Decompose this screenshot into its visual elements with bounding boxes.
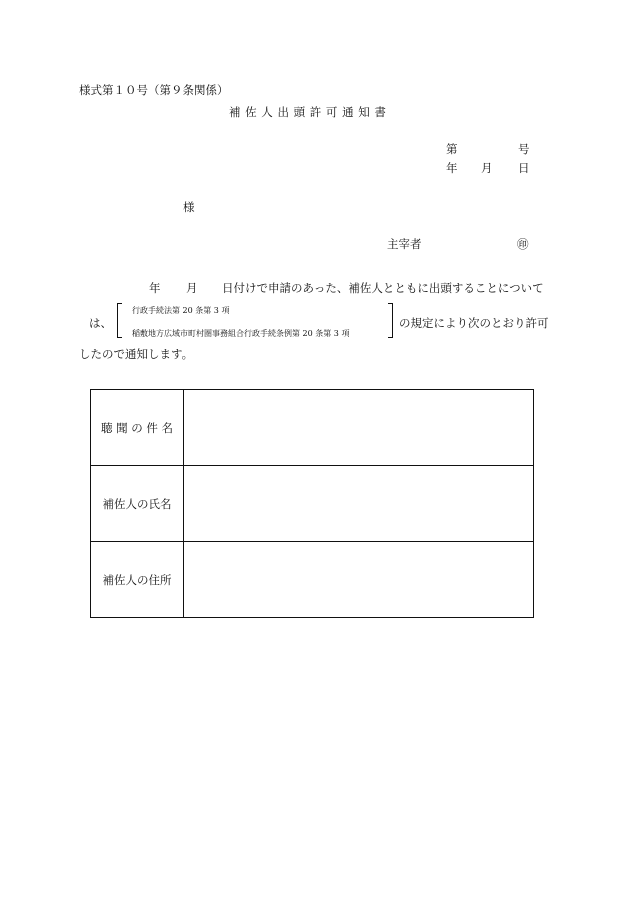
notice-table [90, 389, 534, 618]
date-day: 日 [518, 161, 530, 175]
assistant-name-value[interactable] [184, 466, 534, 542]
form-number: 様式第１０号（第９条関係） [79, 83, 229, 97]
seal-mark: ㊞ [517, 237, 529, 251]
hearing-subject-value[interactable] [184, 390, 534, 466]
addressee-suffix: 様 [183, 200, 195, 214]
document-title: 補 佐 人 出 頭 許 可 通 知 書 [229, 105, 387, 119]
left-bracket [117, 303, 122, 338]
assistant-name-label: 補佐人の氏名 [91, 466, 184, 542]
date-year: 年 [446, 161, 458, 175]
presider-label: 主宰者 [387, 237, 422, 251]
table-row [91, 466, 534, 542]
table-row [91, 390, 534, 466]
assistant-address-label: 補佐人の住所 [91, 542, 184, 618]
number-prefix: 第 [446, 142, 458, 156]
body-line-2-suffix: の規定により次のとおり許可 [399, 316, 549, 330]
number-suffix: 号 [518, 142, 530, 156]
body-line-3: したので通知します。 [79, 347, 194, 361]
assistant-address-value[interactable] [184, 542, 534, 618]
body-month: 月 [186, 281, 198, 295]
option-2: 稲敷地方広域市町村圏事務組合行政手続条例第 20 条第 3 項 [132, 329, 350, 338]
right-bracket [388, 303, 393, 338]
body-year: 年 [149, 281, 161, 295]
body-line-2-prefix: は、 [89, 316, 112, 330]
table-row [91, 542, 534, 618]
option-1: 行政手続法第 20 条第 3 項 [132, 306, 230, 315]
date-month: 月 [481, 161, 493, 175]
hearing-subject-label: 聴 聞 の 件 名 [91, 390, 184, 466]
body-line-1: 日付けで申請のあった、補佐人とともに出頭することについて [222, 281, 544, 295]
